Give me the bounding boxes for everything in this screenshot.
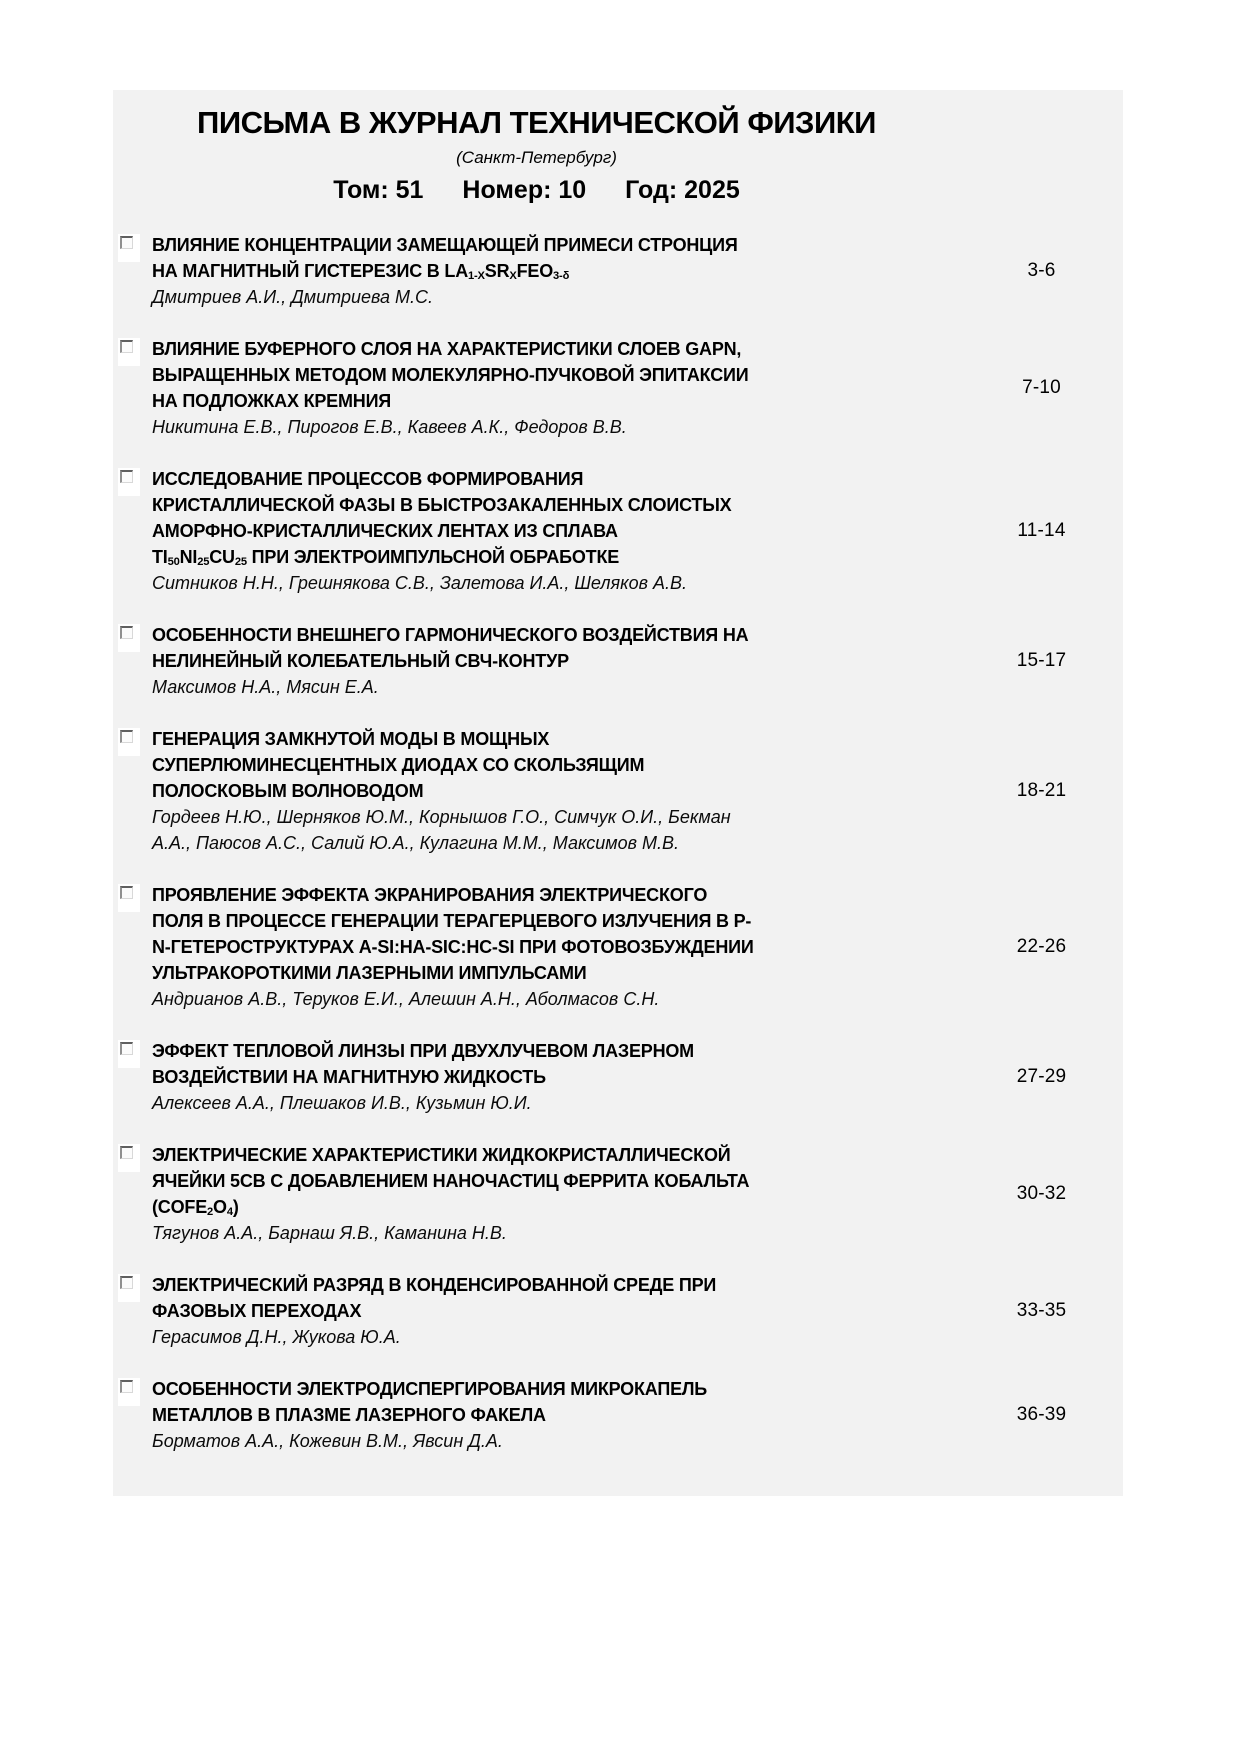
article-authors bbox=[152, 414, 960, 440]
journal-city: (Санкт-Петербург) bbox=[456, 148, 617, 167]
article-checkbox[interactable] bbox=[120, 470, 133, 483]
article-authors bbox=[152, 1090, 960, 1116]
article-row bbox=[113, 1142, 1123, 1246]
title-text: ВЛИЯНИЕ БУФЕРНОГО СЛОЯ НА ХАРАКТЕРИСТИКИ СЛОЕВ GAPN, bbox=[152, 339, 742, 359]
article-pages: 11-14 bbox=[1017, 520, 1066, 541]
title-text: ОСОБЕННОСТИ ВНЕШНЕГО ГАРМОНИЧЕСКОГО ВОЗДЕЙСТВИЯ НА bbox=[152, 625, 749, 645]
article-title-line bbox=[152, 934, 960, 960]
title-subscript: 3-δ bbox=[553, 270, 570, 283]
article-checkbox[interactable] bbox=[120, 626, 133, 639]
article-authors bbox=[152, 986, 960, 1012]
checkbox-cell bbox=[113, 622, 152, 700]
title-text: ПРИ ЭЛЕКТРОИМПУЛЬСНОЙ ОБРАБОТКЕ bbox=[246, 547, 620, 567]
article-title-line bbox=[152, 752, 960, 778]
article-list bbox=[113, 232, 1123, 1454]
title-text: СУПЕРЛЮМИНЕСЦЕНТНЫХ ДИОДАХ СО СКОЛЬЗЯЩИМ bbox=[152, 755, 645, 775]
article-title-line bbox=[152, 1038, 960, 1064]
article-checkbox[interactable] bbox=[120, 1380, 133, 1393]
article-title-line bbox=[152, 1298, 960, 1324]
article-title bbox=[152, 726, 960, 804]
journal-number: Номер: 10 bbox=[462, 176, 587, 204]
article-title-line bbox=[152, 726, 960, 752]
title-text: ВЫРАЩЕННЫХ МЕТОДОМ МОЛЕКУЛЯРНО-ПУЧКОВОЙ ЭПИТАКСИИ bbox=[152, 365, 749, 385]
article-main bbox=[152, 882, 960, 1012]
article-checkbox[interactable] bbox=[120, 1146, 133, 1159]
article-authors-line: Андрианов А.В., Теруков Е.И., Алешин А.Н., Аболмасов С.Н. bbox=[152, 989, 660, 1009]
article-row bbox=[113, 726, 1123, 856]
checkbox-cell bbox=[113, 1038, 152, 1116]
article-title bbox=[152, 1142, 960, 1220]
checkbox-cell bbox=[113, 232, 152, 310]
title-text: NI bbox=[179, 547, 198, 567]
title-text: ГЕНЕРАЦИЯ ЗАМКНУТОЙ МОДЫ В МОЩНЫХ bbox=[152, 729, 550, 749]
article-title bbox=[152, 1272, 960, 1324]
article-title-line bbox=[152, 622, 960, 648]
article-pages: 18-21 bbox=[1016, 780, 1067, 801]
article-authors-line: Гордеев Н.Ю., Шерняков Ю.М., Корнышов Г.О., Симчук О.И., Бекман bbox=[152, 807, 731, 827]
checkbox-cell bbox=[113, 1376, 152, 1454]
article-title bbox=[152, 336, 960, 414]
article-title-line bbox=[152, 1402, 960, 1428]
article-title bbox=[152, 232, 960, 284]
checkbox-plate bbox=[118, 1378, 140, 1406]
article-authors-line: А.А., Паюсов А.С., Салий Ю.А., Кулагина М.М., Максимов М.В. bbox=[152, 833, 680, 853]
title-text: CU bbox=[209, 547, 235, 567]
article-main bbox=[152, 336, 960, 440]
title-text: ИССЛЕДОВАНИЕ ПРОЦЕССОВ ФОРМИРОВАНИЯ bbox=[152, 469, 584, 489]
title-text: O bbox=[213, 1197, 227, 1217]
article-pages: 7-10 bbox=[1022, 377, 1061, 398]
article-title-line bbox=[152, 648, 960, 674]
article-main bbox=[152, 622, 960, 700]
article-title bbox=[152, 466, 960, 570]
article-pages: 15-17 bbox=[1016, 650, 1067, 671]
journal-issue-line bbox=[113, 170, 960, 210]
article-authors-line: Максимов Н.А., Мясин Е.А. bbox=[152, 677, 379, 697]
title-text: ФАЗОВЫХ ПЕРЕХОДАХ bbox=[152, 1301, 362, 1321]
article-checkbox[interactable] bbox=[120, 886, 133, 899]
article-title-line bbox=[152, 960, 960, 986]
article-authors bbox=[152, 804, 960, 856]
article-authors-line: Алексеев А.А., Плешаков И.В., Кузьмин Ю.И. bbox=[152, 1093, 532, 1113]
title-text: ПОЛЯ В ПРОЦЕССЕ ГЕНЕРАЦИИ ТЕРАГЕРЦЕВОГО ИЗЛУЧЕНИЯ В P- bbox=[152, 911, 752, 931]
article-main bbox=[152, 232, 960, 310]
journal-toc-panel bbox=[113, 90, 1123, 1496]
article-checkbox[interactable] bbox=[120, 730, 133, 743]
article-title bbox=[152, 1376, 960, 1428]
article-main bbox=[152, 726, 960, 856]
article-title-line bbox=[152, 1194, 960, 1220]
article-row bbox=[113, 1038, 1123, 1116]
title-text: TI bbox=[152, 547, 168, 567]
article-authors bbox=[152, 674, 960, 700]
title-text: КРИСТАЛЛИЧЕСКОЙ ФАЗЫ В БЫСТРОЗАКАЛЕННЫХ СЛОИСТЫХ bbox=[152, 495, 732, 515]
article-authors-line: Дмитриев А.И., Дмитриева М.С. bbox=[152, 287, 433, 307]
article-authors bbox=[152, 570, 960, 596]
checkbox-cell bbox=[113, 466, 152, 596]
title-text: АМОРФНО-КРИСТАЛЛИЧЕСКИХ ЛЕНТАХ ИЗ СПЛАВА bbox=[152, 521, 618, 541]
article-row bbox=[113, 466, 1123, 596]
title-text: (COFE bbox=[152, 1197, 207, 1217]
journal-year: Год: 2025 bbox=[625, 176, 740, 204]
title-text: ) bbox=[232, 1197, 239, 1217]
article-title-line bbox=[152, 908, 960, 934]
journal-volume: Том: 51 bbox=[333, 176, 424, 204]
checkbox-plate bbox=[118, 338, 140, 366]
article-title bbox=[152, 1038, 960, 1090]
article-row bbox=[113, 882, 1123, 1012]
checkbox-plate bbox=[118, 234, 140, 262]
title-subscript: 25 bbox=[234, 556, 247, 569]
article-title-line bbox=[152, 1376, 960, 1402]
article-title-line bbox=[152, 232, 960, 258]
checkbox-cell bbox=[113, 336, 152, 440]
title-text: ПОЛОСКОВЫМ ВОЛНОВОДОМ bbox=[152, 781, 424, 801]
title-subscript: X bbox=[509, 270, 517, 283]
article-pages: 22-26 bbox=[1016, 936, 1067, 957]
article-authors bbox=[152, 1428, 960, 1454]
article-row bbox=[113, 622, 1123, 700]
checkbox-plate bbox=[118, 1144, 140, 1172]
title-text: ЭЛЕКТРИЧЕСКИЙ РАЗРЯД В КОНДЕНСИРОВАННОЙ СРЕДЕ ПРИ bbox=[152, 1275, 717, 1295]
article-pages: 36-39 bbox=[1016, 1404, 1067, 1425]
article-row bbox=[113, 1272, 1123, 1350]
article-main bbox=[152, 466, 960, 596]
article-title-line bbox=[152, 466, 960, 492]
title-text: ЭФФЕКТ ТЕПЛОВОЙ ЛИНЗЫ ПРИ ДВУХЛУЧЕВОМ ЛАЗЕРНОМ bbox=[152, 1041, 694, 1061]
article-authors-line: Ситников Н.Н., Грешнякова С.В., Залетова И.А., Шеляков А.В. bbox=[152, 573, 688, 593]
article-title bbox=[152, 622, 960, 674]
title-text: ЭЛЕКТРИЧЕСКИЕ ХАРАКТЕРИСТИКИ ЖИДКОКРИСТАЛЛИЧЕСКОЙ bbox=[152, 1145, 731, 1165]
article-pages: 3-6 bbox=[1027, 260, 1056, 281]
article-title-line bbox=[152, 1142, 960, 1168]
article-row bbox=[113, 1376, 1123, 1454]
article-title-line bbox=[152, 258, 960, 284]
article-row bbox=[113, 232, 1123, 310]
article-title-line bbox=[152, 362, 960, 388]
title-subscript: 25 bbox=[197, 556, 210, 569]
article-pages: 33-35 bbox=[1016, 1300, 1067, 1321]
title-subscript: 2 bbox=[207, 1206, 214, 1219]
title-text: ЯЧЕЙКИ 5CB С ДОБАВЛЕНИЕМ НАНОЧАСТИЦ ФЕРРИТА КОБАЛЬТА bbox=[152, 1171, 750, 1191]
article-title-line bbox=[152, 388, 960, 414]
article-title-line bbox=[152, 518, 960, 544]
journal-title: ПИСЬМА В ЖУРНАЛ ТЕХНИЧЕСКОЙ ФИЗИКИ bbox=[197, 105, 876, 140]
article-main bbox=[152, 1376, 960, 1454]
article-authors bbox=[152, 1324, 960, 1350]
article-authors bbox=[152, 284, 960, 310]
article-pages: 30-32 bbox=[1016, 1183, 1067, 1204]
title-text: НЕЛИНЕЙНЫЙ КОЛЕБАТЕЛЬНЫЙ СВЧ-КОНТУР bbox=[152, 651, 569, 671]
title-text: НА ПОДЛОЖКАХ КРЕМНИЯ bbox=[152, 391, 392, 411]
article-checkbox[interactable] bbox=[120, 1042, 133, 1055]
article-main bbox=[152, 1038, 960, 1116]
checkbox-cell bbox=[113, 882, 152, 1012]
article-pages: 27-29 bbox=[1016, 1066, 1067, 1087]
title-text: FEO bbox=[516, 261, 554, 281]
title-text: ОСОБЕННОСТИ ЭЛЕКТРОДИСПЕРГИРОВАНИЯ МИКРОКАПЕЛЬ bbox=[152, 1379, 708, 1399]
article-title-line bbox=[152, 544, 960, 570]
title-text: N-ГЕТЕРОСТРУКТУРАХ A-SI:HA-SIC:HC-SI ПРИ ФОТОВОЗБУЖДЕНИИ bbox=[152, 937, 754, 957]
article-main bbox=[152, 1142, 960, 1246]
article-authors-line: Никитина Е.В., Пирогов Е.В., Кавеев А.К., Федоров В.В. bbox=[152, 417, 627, 437]
checkbox-cell bbox=[113, 1142, 152, 1246]
title-text: МЕТАЛЛОВ В ПЛАЗМЕ ЛАЗЕРНОГО ФАКЕЛА bbox=[152, 1405, 546, 1425]
title-text: НА МАГНИТНЫЙ ГИСТЕРЕЗИС В LA bbox=[152, 261, 469, 281]
checkbox-cell bbox=[113, 1272, 152, 1350]
checkbox-plate bbox=[118, 728, 140, 756]
checkbox-cell bbox=[113, 726, 152, 856]
article-authors-line: Борматов А.А., Кожевин В.М., Явсин Д.А. bbox=[152, 1431, 503, 1451]
checkbox-plate bbox=[118, 624, 140, 652]
article-row bbox=[113, 336, 1123, 440]
title-text: ВОЗДЕЙСТВИИ НА МАГНИТНУЮ ЖИДКОСТЬ bbox=[152, 1067, 546, 1087]
checkbox-plate bbox=[118, 468, 140, 496]
article-title-line bbox=[152, 1168, 960, 1194]
article-authors-line: Герасимов Д.Н., Жукова Ю.А. bbox=[152, 1327, 401, 1347]
checkbox-plate bbox=[118, 1040, 140, 1068]
article-checkbox[interactable] bbox=[120, 340, 133, 353]
article-title-line bbox=[152, 1064, 960, 1090]
article-checkbox[interactable] bbox=[120, 236, 133, 249]
article-title bbox=[152, 882, 960, 986]
article-authors bbox=[152, 1220, 960, 1246]
article-checkbox[interactable] bbox=[120, 1276, 133, 1289]
title-subscript: 4 bbox=[226, 1206, 233, 1219]
title-text: ПРОЯВЛЕНИЕ ЭФФЕКТА ЭКРАНИРОВАНИЯ ЭЛЕКТРИЧЕСКОГО bbox=[152, 885, 708, 905]
title-subscript: 50 bbox=[167, 556, 180, 569]
title-subscript: 1-X bbox=[468, 270, 485, 283]
checkbox-plate bbox=[118, 884, 140, 912]
article-title-line bbox=[152, 882, 960, 908]
title-text: SR bbox=[484, 261, 510, 281]
article-title-line bbox=[152, 1272, 960, 1298]
title-text: ВЛИЯНИЕ КОНЦЕНТРАЦИИ ЗАМЕЩАЮЩЕЙ ПРИМЕСИ СТРОНЦИЯ bbox=[152, 235, 738, 255]
article-title-line bbox=[152, 492, 960, 518]
article-main bbox=[152, 1272, 960, 1350]
checkbox-plate bbox=[118, 1274, 140, 1302]
journal-header bbox=[113, 100, 960, 210]
article-authors-line: Тягунов А.А., Барнаш Я.В., Каманина Н.В. bbox=[152, 1223, 507, 1243]
title-text: УЛЬТРАКОРОТКИМИ ЛАЗЕРНЫМИ ИМПУЛЬСАМИ bbox=[152, 963, 587, 983]
article-title-line bbox=[152, 778, 960, 804]
article-title-line bbox=[152, 336, 960, 362]
